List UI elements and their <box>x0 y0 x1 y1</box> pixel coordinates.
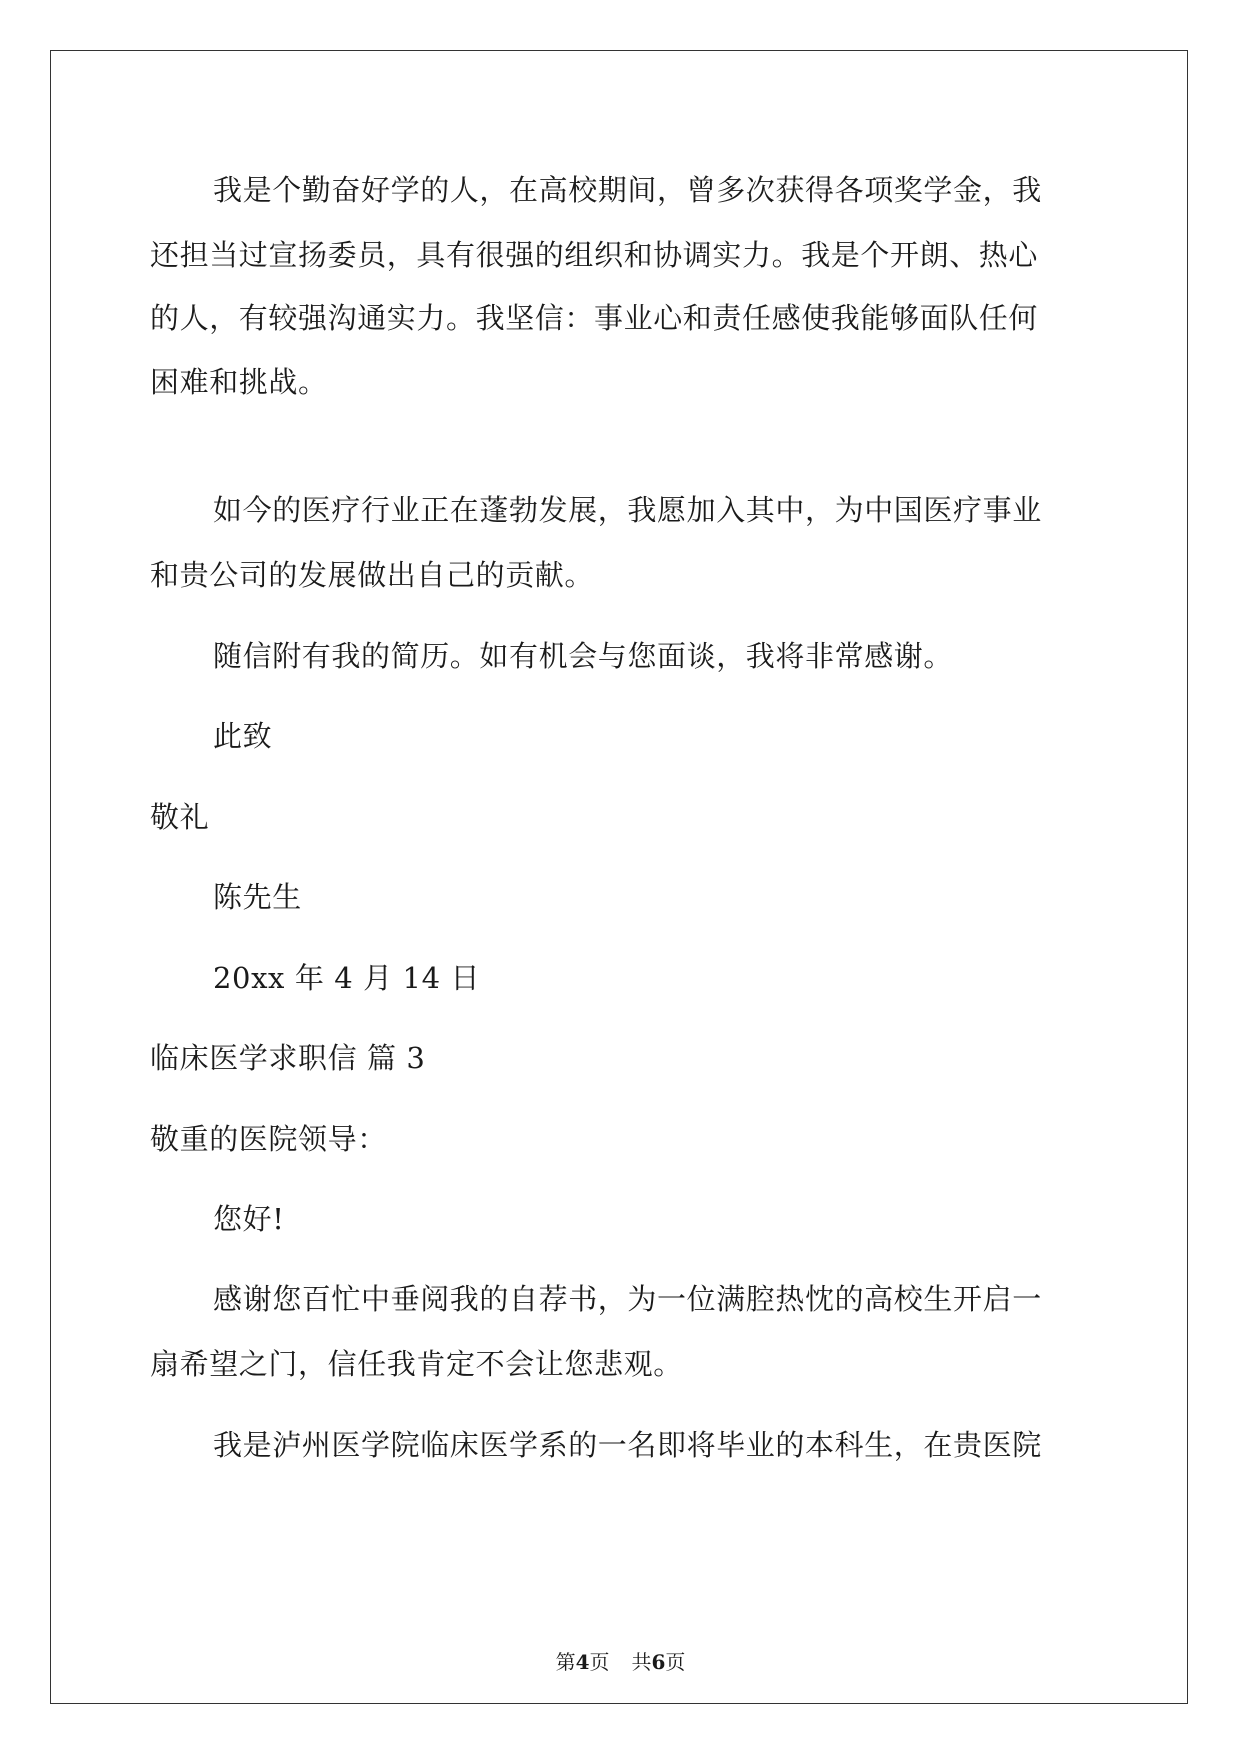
footer-total-suffix: 页 <box>665 1650 686 1674</box>
footer-total-pages: 6 <box>651 1650 666 1674</box>
signature-name: 陈先生 <box>213 880 302 914</box>
letter-greeting: 敬重的医院领导： <box>150 1122 387 1156</box>
footer-page-suffix: 页 <box>589 1650 610 1674</box>
paragraph-line: 如今的医疗行业正在蓬勃发展，我愿加入其中，为中国医疗事业 <box>213 493 1042 527</box>
paragraph-line: 的人，有较强沟通实力。我坚信：事业心和责任感使我能够面队任何 <box>150 301 1039 335</box>
paragraph-line: 感谢您百忙中垂阅我的自荐书，为一位满腔热忱的高校生开启一 <box>213 1282 1042 1316</box>
footer-total-prefix: 共 <box>631 1650 652 1674</box>
section-heading: 临床医学求职信 篇 3 <box>150 1041 426 1075</box>
paragraph-line: 困难和挑战。 <box>150 365 328 399</box>
letter-hello: 您好! <box>213 1202 285 1236</box>
closing-line: 此致 <box>213 719 273 753</box>
paragraph-line: 还担当过宣扬委员，具有很强的组织和协调实力。我是个开朗、热心 <box>150 238 1039 272</box>
paragraph-line: 随信附有我的简历。如有机会与您面谈，我将非常感谢。 <box>213 639 954 673</box>
paragraph-line: 我是泸州医学院临床医学系的一名即将毕业的本科生，在贵医院 <box>213 1428 1042 1462</box>
paragraph-line: 和贵公司的发展做出自己的贡献。 <box>150 558 595 592</box>
page-footer <box>0 1649 1241 1675</box>
paragraph-line: 扇希望之门，信任我肯定不会让您悲观。 <box>150 1347 683 1381</box>
footer-page-number: 4 <box>575 1650 590 1674</box>
signature-date: 20xx 年 4 月 14 日 <box>213 961 481 995</box>
footer-prefix: 第 <box>555 1650 576 1674</box>
closing-salutation: 敬礼 <box>150 800 210 834</box>
paragraph-line: 我是个勤奋好学的人，在高校期间，曾多次获得各项奖学金，我 <box>213 173 1042 207</box>
